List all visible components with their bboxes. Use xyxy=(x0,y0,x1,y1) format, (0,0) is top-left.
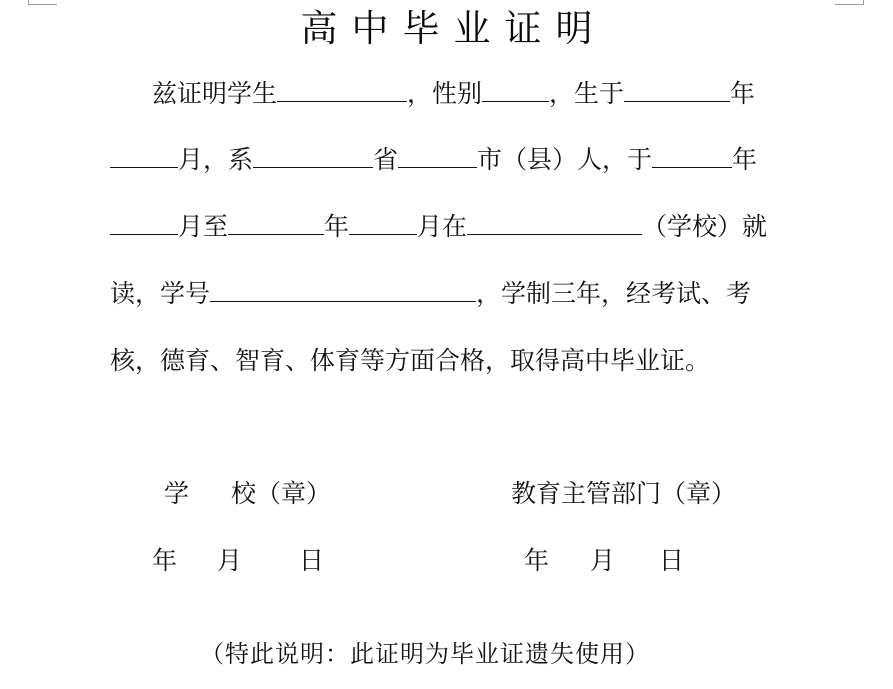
blank-province[interactable] xyxy=(253,143,373,168)
school-date-day: 日 xyxy=(299,546,325,575)
blank-birth-month[interactable] xyxy=(110,143,178,168)
body-line-1 xyxy=(152,76,755,112)
text-qualified: 核，德育、智育、体育等方面合格，取得高中毕业证。 xyxy=(110,346,711,375)
body-line-2 xyxy=(110,142,757,178)
blank-birth-year[interactable] xyxy=(624,77,730,102)
text-city-county: 市（县）人，于 xyxy=(477,145,653,174)
text-certify-student: 兹证明学生 xyxy=(152,79,278,108)
document-title: 高中毕业证明 xyxy=(300,7,607,50)
blank-end-year[interactable] xyxy=(228,210,324,235)
text-month-from: 月，系 xyxy=(178,145,254,174)
blank-gender[interactable] xyxy=(482,77,549,102)
text-born: ，生于 xyxy=(549,79,625,108)
education-date-year: 年 xyxy=(524,546,550,575)
body-line-5 xyxy=(110,343,710,379)
education-date-month: 月 xyxy=(590,546,616,575)
school-label-2: 校（章） xyxy=(231,479,332,508)
text-year-3: 年 xyxy=(324,212,350,241)
text-year: 年 xyxy=(730,79,756,108)
blank-student-name[interactable] xyxy=(277,77,407,102)
school-label-1: 学 xyxy=(164,479,190,508)
text-gender: ，性别 xyxy=(407,79,483,108)
text-month-at: 月在 xyxy=(417,212,468,241)
blank-end-month[interactable] xyxy=(349,210,417,235)
blank-start-year[interactable] xyxy=(652,143,732,168)
text-school-attend: （学校）就 xyxy=(642,212,768,241)
text-three-years: ，学制三年，经考试、考 xyxy=(476,279,752,308)
text-month-to: 月至 xyxy=(178,212,229,241)
school-date-year: 年 xyxy=(152,546,178,575)
text-year-2: 年 xyxy=(732,145,758,174)
text-province: 省 xyxy=(373,145,399,174)
blank-student-number[interactable] xyxy=(210,277,476,302)
blank-city[interactable] xyxy=(398,143,477,168)
blank-school-name[interactable] xyxy=(467,210,642,235)
school-date-month: 月 xyxy=(217,546,243,575)
footnote: （特此说明：此证明为毕业证遗失使用） xyxy=(200,640,650,668)
education-date-day: 日 xyxy=(659,546,685,575)
education-dept-seal-label: 教育主管部门（章） xyxy=(511,479,737,508)
blank-start-month[interactable] xyxy=(110,210,178,235)
body-line-3 xyxy=(110,209,767,245)
text-study-number: 读，学号 xyxy=(110,279,211,308)
school-seal-label xyxy=(164,476,331,512)
body-line-4 xyxy=(110,276,751,312)
